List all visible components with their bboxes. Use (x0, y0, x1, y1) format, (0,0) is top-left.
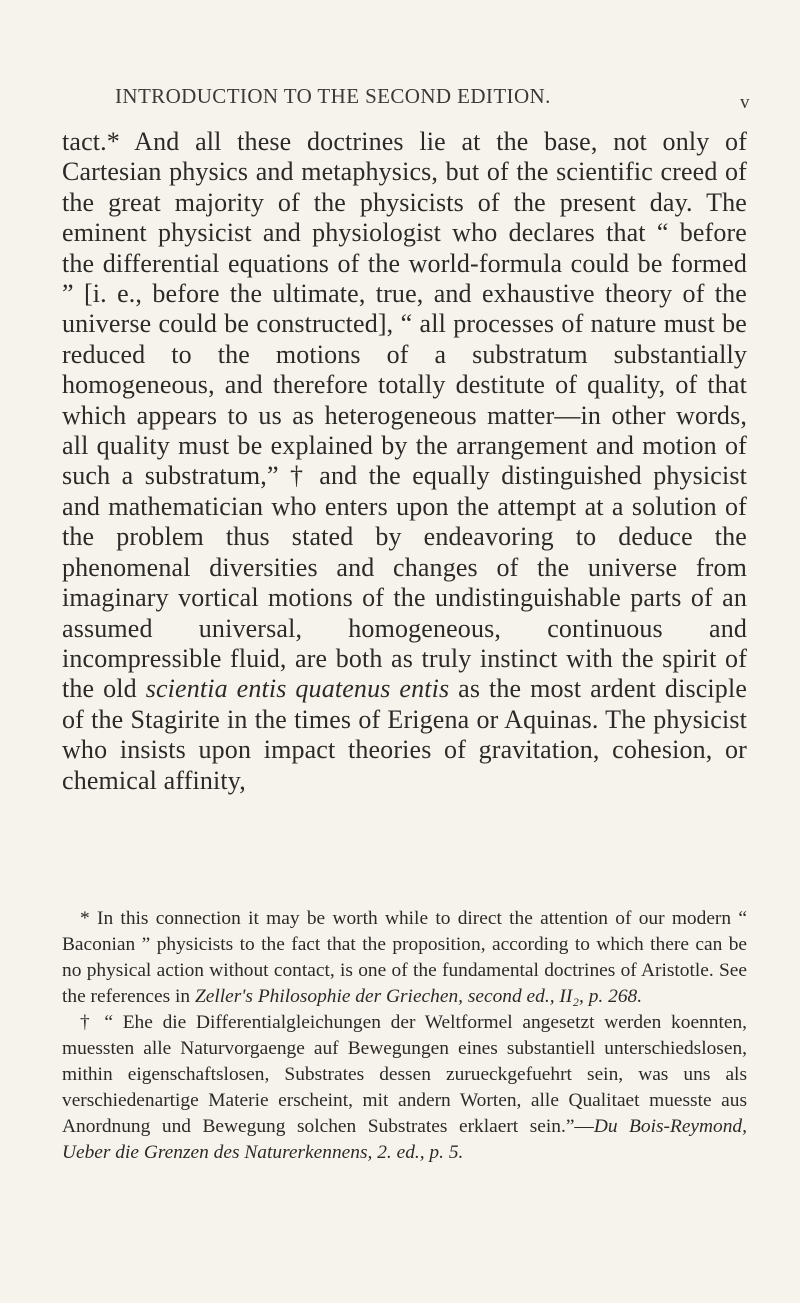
running-head: INTRODUCTION TO THE SECOND EDITION. (115, 84, 551, 108)
footnote-text: † “ Ehe die Differentialgleichungen der Weltformel angesetzt werden koennten, muessten alle Naturvorgaenge auf Bewegungen eines substantiell unterschiedslosen, mithin eigenschaftslosen, Substrates dessen zurueckgefuehrt sein, was uns als verschiedenartige Materie erscheint, mit andern Worten, alle Qualitaet muesste aus Anordnung und Bewegung solchen Substrates erklaert sein.”— (62, 1012, 747, 1137)
text-segment: tact.* And all these doctrines lie at the base, not only of Cartesian physics and metaphysics, but of the scientific creed of the great majority of the physicists of the present day. The eminent physicist and physiologist who declares that “ before the differential equations of the world-formula could be formed ” [i. e., before the ultimate, true, and exhaustive theory of the universe could be constructed], “ all processes of nature must be reduced to the motions of a substratum substantially homogeneous, and therefore totally destitute of quality, of that which appears to us as heterogeneous matter—in other words, all quality must be explained by the arrangement and motion of such a substratum,” † and the equally distinguished physicist and mathematician who enters upon the attempt at a solution of the problem thus stated by endeavoring to deduce the phenomenal diversities and changes of the universe from imaginary vortical motions of the undistinguishable parts of an assumed universal, homogeneous, continuous and incompressible fluid, are both as truly instinct with the spirit of the old (62, 127, 747, 704)
footnote-citation: Zeller's Philosophie der Griechen, second ed., II₂, p. 268. (194, 986, 643, 1007)
footnote-2 (62, 1010, 747, 1166)
main-text (62, 127, 747, 796)
paragraph (62, 127, 747, 796)
footnote-text: * In this connection it may be worth while to direct the attention of our modern “ Baconian ” physicists to the fact that the proposition, according to which there can be no physical action without contact, is one of the fundamental doctrines of Aristotle. See the references in (62, 908, 747, 1007)
footnote-citation: Du Bois-Reymond, Ueber die Grenzen des Naturerkennens, 2. ed., p. 5. (62, 1116, 747, 1163)
latin-phrase: scientia entis quatenus entis (145, 674, 450, 704)
footnotes (62, 906, 747, 1166)
footnote-1 (62, 906, 747, 1010)
text-segment: as the most ardent disciple of the Stagirite in the times of Erigena or Aquinas. The physicist who insists upon impact theories of gravitation, cohesion, or chemical affinity, (62, 674, 748, 795)
page-header (0, 84, 800, 114)
page-number: v (740, 92, 750, 113)
